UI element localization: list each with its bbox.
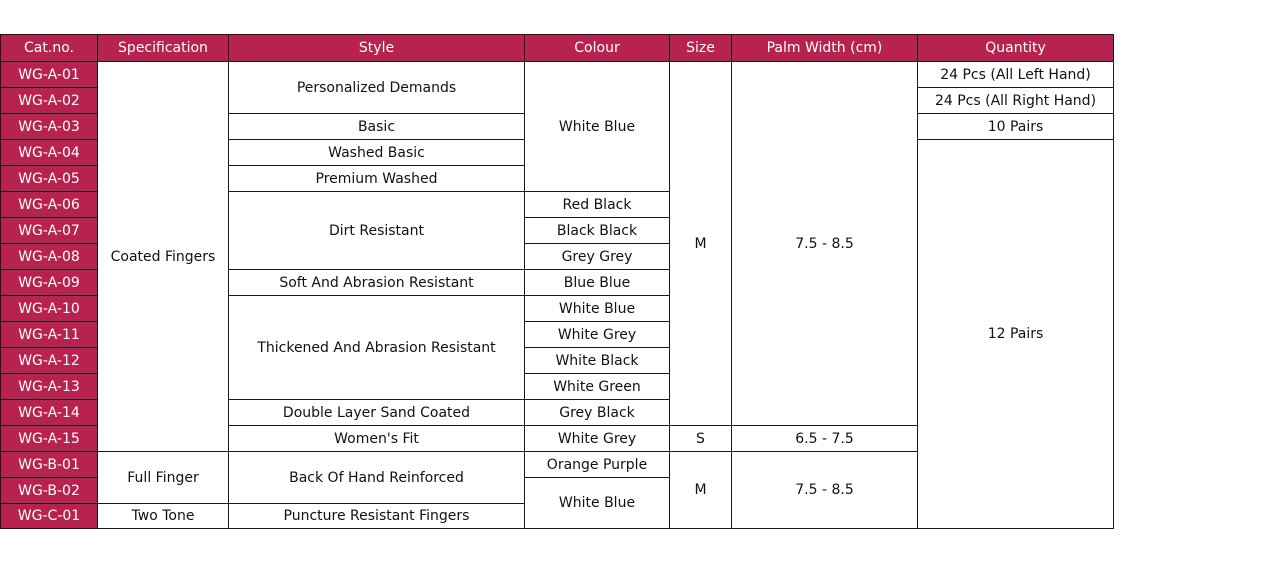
quantity-cell: 24 Pcs (All Right Hand) <box>918 88 1114 114</box>
cat-no-cell: WG-A-06 <box>1 192 98 218</box>
col-header-style: Style <box>229 35 525 62</box>
col-header-specification: Specification <box>98 35 229 62</box>
colour-cell: White Grey <box>525 426 670 452</box>
cat-no-cell: WG-A-11 <box>1 322 98 348</box>
col-header-palm-width: Palm Width (cm) <box>732 35 918 62</box>
colour-cell: White Blue <box>525 478 670 529</box>
colour-cell: White Black <box>525 348 670 374</box>
style-cell: Back Of Hand Reinforced <box>229 452 525 504</box>
palm-width-cell: 7.5 - 8.5 <box>732 62 918 426</box>
style-cell: Washed Basic <box>229 140 525 166</box>
cat-no-cell: WG-A-07 <box>1 218 98 244</box>
colour-cell: Grey Grey <box>525 244 670 270</box>
style-cell: Thickened And Abrasion Resistant <box>229 296 525 400</box>
size-cell: M <box>670 62 732 426</box>
header-row <box>1 35 1114 62</box>
table-row <box>1 62 1114 88</box>
cat-no-cell: WG-B-02 <box>1 478 98 504</box>
quantity-cell: 12 Pairs <box>918 140 1114 529</box>
colour-cell: Blue Blue <box>525 270 670 296</box>
quantity-cell: 24 Pcs (All Left Hand) <box>918 62 1114 88</box>
size-cell: M <box>670 452 732 529</box>
cat-no-cell: WG-A-13 <box>1 374 98 400</box>
specification-cell: Two Tone <box>98 504 229 529</box>
col-header-cat-no: Cat.no. <box>1 35 98 62</box>
cat-no-cell: WG-A-15 <box>1 426 98 452</box>
style-cell: Soft And Abrasion Resistant <box>229 270 525 296</box>
colour-cell: Grey Black <box>525 400 670 426</box>
col-header-colour: Colour <box>525 35 670 62</box>
cat-no-cell: WG-A-01 <box>1 62 98 88</box>
style-cell: Puncture Resistant Fingers <box>229 504 525 529</box>
cat-no-cell: WG-A-12 <box>1 348 98 374</box>
cat-no-cell: WG-A-03 <box>1 114 98 140</box>
cat-no-cell: WG-A-08 <box>1 244 98 270</box>
colour-cell: White Green <box>525 374 670 400</box>
colour-cell: White Grey <box>525 322 670 348</box>
cat-no-cell: WG-A-04 <box>1 140 98 166</box>
style-cell: Dirt Resistant <box>229 192 525 270</box>
style-cell: Women's Fit <box>229 426 525 452</box>
colour-cell: White Blue <box>525 62 670 192</box>
colour-cell: Red Black <box>525 192 670 218</box>
cat-no-cell: WG-A-09 <box>1 270 98 296</box>
style-cell: Double Layer Sand Coated <box>229 400 525 426</box>
specification-cell: Full Finger <box>98 452 229 504</box>
cat-no-cell: WG-A-10 <box>1 296 98 322</box>
cat-no-cell: WG-A-14 <box>1 400 98 426</box>
cat-no-cell: WG-A-05 <box>1 166 98 192</box>
style-cell: Basic <box>229 114 525 140</box>
cat-no-cell: WG-A-02 <box>1 88 98 114</box>
col-header-quantity: Quantity <box>918 35 1114 62</box>
palm-width-cell: 6.5 - 7.5 <box>732 426 918 452</box>
col-header-size: Size <box>670 35 732 62</box>
palm-width-cell: 7.5 - 8.5 <box>732 452 918 529</box>
product-spec-table <box>0 34 1114 529</box>
style-cell: Personalized Demands <box>229 62 525 114</box>
colour-cell: White Blue <box>525 296 670 322</box>
colour-cell: Orange Purple <box>525 452 670 478</box>
specification-cell: Coated Fingers <box>98 62 229 452</box>
size-cell: S <box>670 426 732 452</box>
style-cell: Premium Washed <box>229 166 525 192</box>
quantity-cell: 10 Pairs <box>918 114 1114 140</box>
cat-no-cell: WG-B-01 <box>1 452 98 478</box>
cat-no-cell: WG-C-01 <box>1 504 98 529</box>
colour-cell: Black Black <box>525 218 670 244</box>
